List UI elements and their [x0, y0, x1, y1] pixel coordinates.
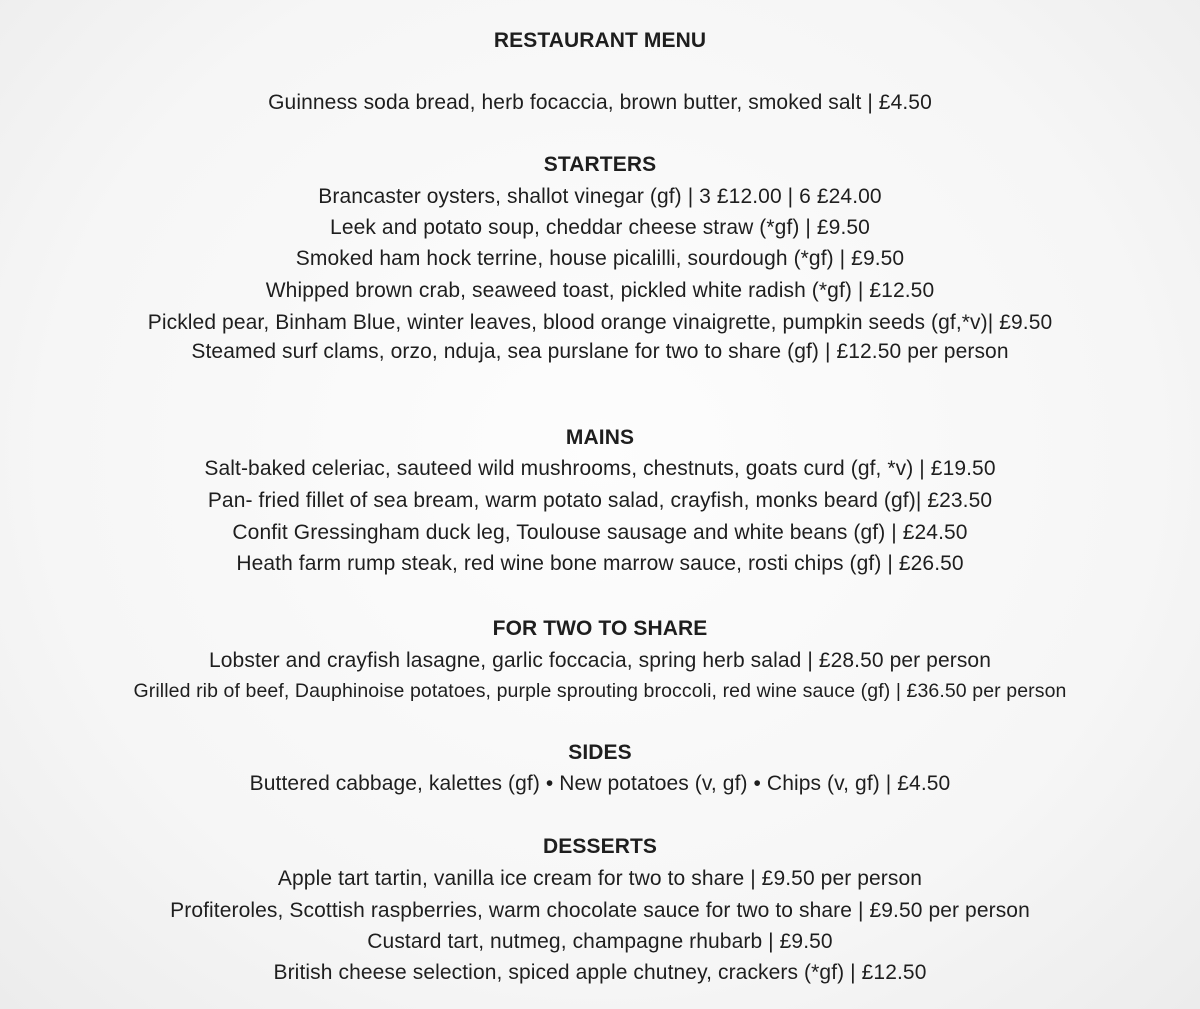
bread-item: Guinness soda bread, herb focaccia, brown butter, smoked salt | £4.50 — [268, 91, 932, 114]
starter-item: Brancaster oysters, shallot vinegar (gf) | 3 £12.00 | 6 £24.00 — [318, 185, 882, 208]
starter-item: Pickled pear, Binham Blue, winter leaves, blood orange vinaigrette, pumpkin seeds (gf,*v)| £9.50 — [147, 311, 1053, 334]
menu-title: RESTAURANT MENU — [493, 29, 707, 52]
share-item: Lobster and crayfish lasagne, garlic foccacia, spring herb salad | £28.50 per person — [209, 649, 991, 672]
starter-item: Smoked ham hock terrine, house picalilli, sourdough (*gf) | £9.50 — [295, 247, 905, 270]
dessert-item: British cheese selection, spiced apple chutney, crackers (*gf) | £12.50 — [273, 961, 927, 984]
main-item: Salt-baked celeriac, sauteed wild mushrooms, chestnuts, goats curd (gf, *v) | £19.50 — [204, 457, 996, 480]
dessert-item: Custard tart, nutmeg, champagne rhubarb | £9.50 — [367, 930, 833, 953]
starters-heading: STARTERS — [543, 153, 657, 176]
share-item: Grilled rib of beef, Dauphinoise potatoes, purple sprouting broccoli, red wine sauce (gf) | £36.50 per person — [133, 680, 1067, 702]
starter-item: Whipped brown crab, seaweed toast, pickled white radish (*gf) | £12.50 — [265, 279, 935, 302]
starter-item: Leek and potato soup, cheddar cheese straw (*gf) | £9.50 — [330, 216, 870, 239]
main-item: Heath farm rump steak, red wine bone marrow sauce, rosti chips (gf) | £26.50 — [236, 552, 964, 575]
sides-item: Buttered cabbage, kalettes (gf) • New potatoes (v, gf) • Chips (v, gf) | £4.50 — [249, 772, 951, 795]
dessert-item: Apple tart tartin, vanilla ice cream for two to share | £9.50 per person — [277, 867, 923, 890]
starter-item: Steamed surf clams, orzo, nduja, sea purslane for two to share (gf) | £12.50 per person — [191, 340, 1009, 363]
main-item: Pan- fried fillet of sea bream, warm potato salad, crayfish, monks beard (gf)| £23.50 — [207, 489, 993, 512]
mains-heading: MAINS — [565, 426, 635, 449]
dessert-item: Profiteroles, Scottish raspberries, warm chocolate sauce for two to share | £9.50 per person — [170, 899, 1030, 922]
main-item: Confit Gressingham duck leg, Toulouse sausage and white beans (gf) | £24.50 — [232, 521, 968, 544]
share-heading: FOR TWO TO SHARE — [492, 617, 708, 640]
sides-heading: SIDES — [568, 741, 632, 764]
desserts-heading: DESSERTS — [543, 835, 657, 858]
